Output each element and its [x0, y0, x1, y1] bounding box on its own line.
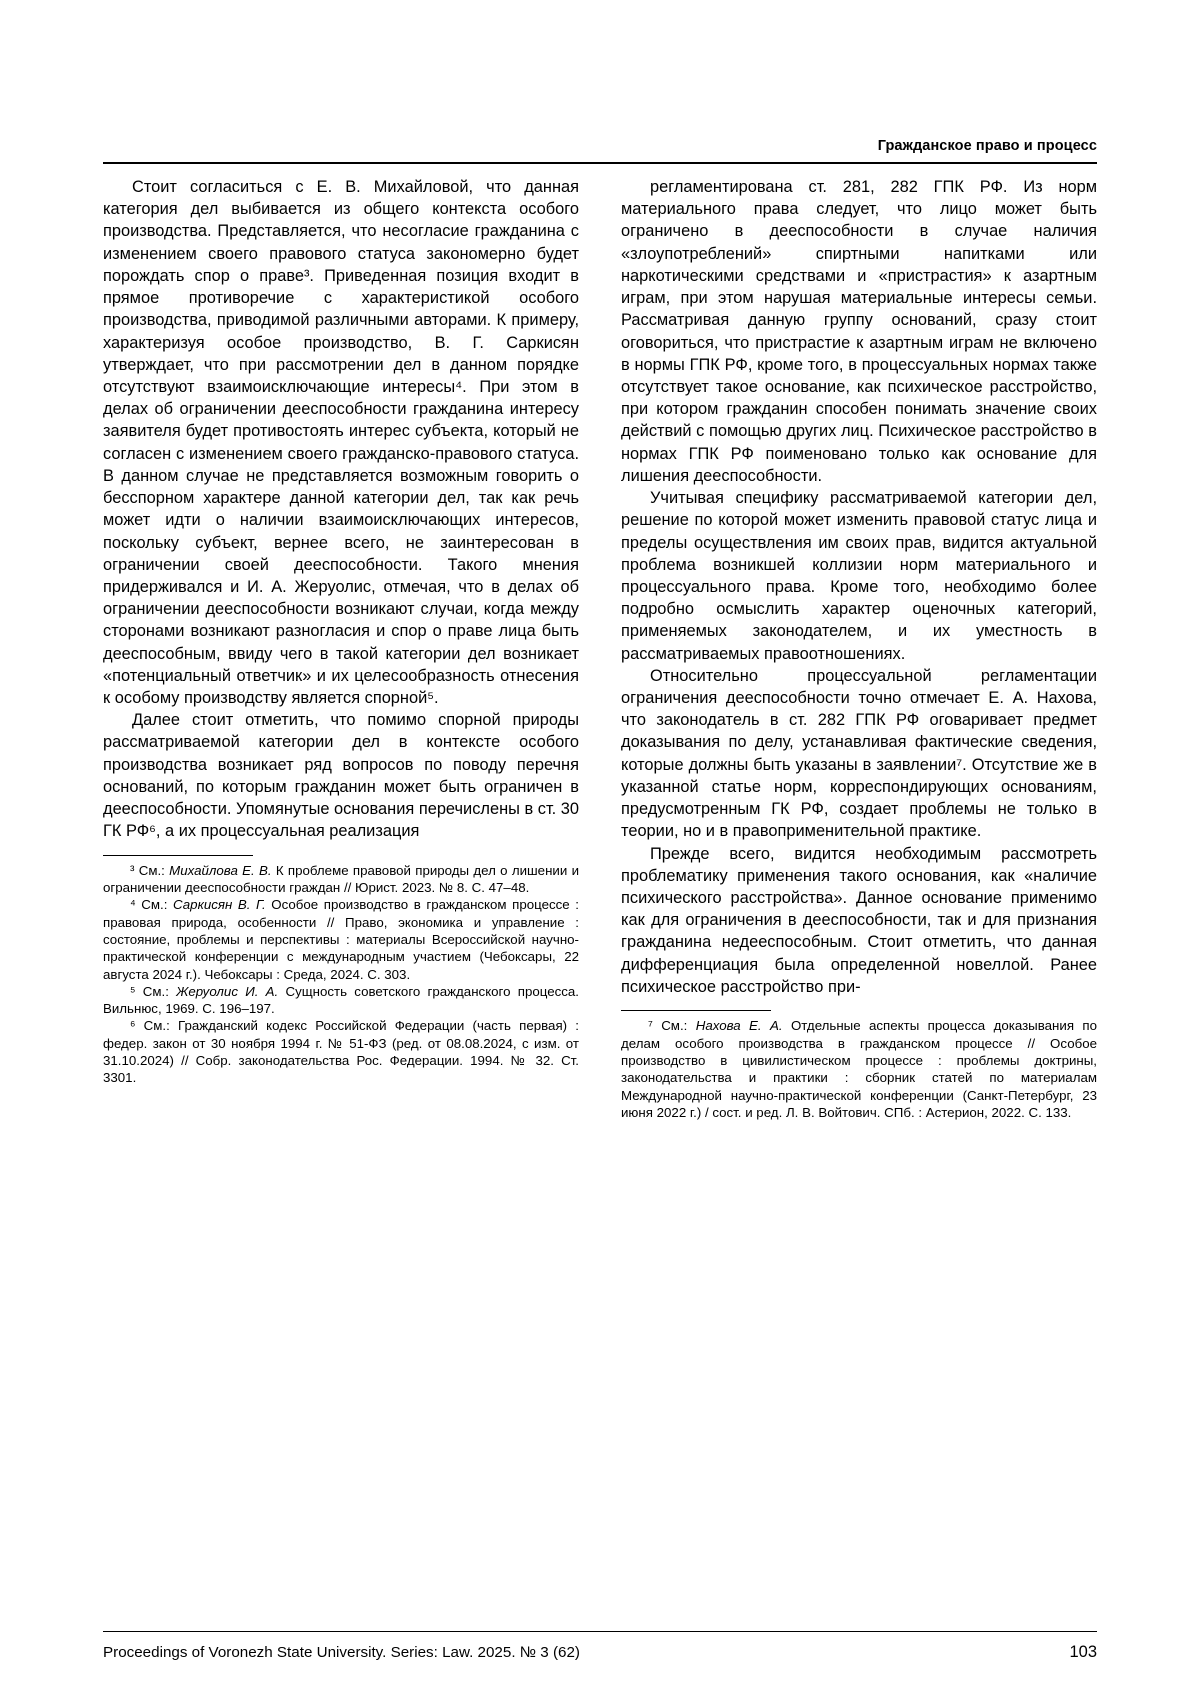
paragraph: Учитывая специфику рассматриваемой категории дел, решение по которой может изменить правовой статус лица и пределы осуществления им своих прав, видится актуальной проблема возникшей коллизии норм материального и процессуального права. Кроме того, необходимо более подробно осмыслить характер оценочных категорий, применяемых законодателем, и их уместность в рассматриваемых правоотношениях.	[621, 489, 1097, 663]
paragraph: Относительно процессуальной регламентации ограничения дееспособности точно отмечает Е. А. Нахова, что законодатель в ст. 282 ГПК РФ оговаривает предмет доказывания по делу, устанавливая фактические сведения, которые должны быть указаны в заявлении⁷. Отсутствие же в указанной статье норм, корреспондирующих основаниям, предусмотренным ГК РФ, создает проблемы не только в теории, но и в правоприменительной практике.	[621, 666, 1097, 841]
footnote: ⁶ См.: Гражданский кодекс Российской Федерации (часть первая) : федер. закон от 30 ноября 1994 г. № 51-ФЗ (ред. от 08.08.2024, с изм. от 31.10.2024) // Собр. законодательства Рос. Федерации. 1994. № 32. Ст. 3301.	[103, 1018, 579, 1086]
page-footer	[103, 1643, 1097, 1662]
paragraph: Далее стоит отметить, что помимо спорной природы рассматриваемой категории дел в контексте особого производства возникает ряд вопросов по поводу перечня оснований, по которым гражданин может быть ограничен в дееспособности. Упомянутые основания перечислены в ст. 30 ГК РФ⁶, а их процессуальная реализация	[103, 711, 579, 841]
left-column	[103, 176, 579, 1121]
footnote: ⁵ См.: Жеруолис И. А. Сущность советского гражданского процесса. Вильнюс, 1969. С. 196–197.	[103, 983, 579, 1017]
footnote-divider	[621, 1010, 771, 1011]
left-column-footnotes	[103, 862, 579, 1087]
page-number: 103	[1069, 1643, 1097, 1661]
right-column	[621, 176, 1097, 1121]
footnote: ⁷ См.: Нахова Е. А. Отдельные аспекты процесса доказывания по делам особого производства в гражданском процессе // Особое производство в цивилистическом процессе : проблемы доктрины, законодательства и практики : сборник статей по материалам Международной научно-практической конференции (Санкт-Петербург, 23 июня 2022 г.) / сост. и ред. Л. В. Войтович. СПб. : Астерион, 2022. С. 133.	[621, 1018, 1098, 1120]
paragraph: Стоит согласиться с Е. В. Михайловой, что данная категория дел выбивается из общего контекста особого производства. Представляется, что несогласие гражданина с изменением своего правового статуса закономерно будет порождать спор о праве³. Приведенная позиция входит в прямое противоречие с характеристикой особого производства, приводимой различными авторами. К примеру, характеризуя особое производство, В. Г. Саркисян утверждает, что при рассмотрении дел в данном порядке отсутствуют взаимоисключающие интересы⁴. При этом в делах об ограничении дееспособности гражданина интересу заявителя будет противостоять интерес субъекта, который не согласен с изменением своего гражданско-правового статуса. В данном случае не представляется возможным говорить о бесспорном характере данной категории дел, так как речь может идти о наличии взаимоисключающих интересов, поскольку субъект, вернее всего, не заинтересован в ограничении своей дееспособности. Такого мнения придерживался и И. А. Жеруолис, отмечая, что в делах об ограничении дееспособности возникают случаи, когда между сторонами возникают разногласия и спор о праве лица быть дееспособным, ввиду чего в такой категории дел возникает «потенциальный ответчик» и их целесообразность отнесения к особому производству является спорной⁵.	[103, 178, 579, 708]
running-head: Гражданское право и процесс	[877, 138, 1097, 154]
footnote: ³ См.: Михайлова Е. В. К проблеме правовой природы дел о лишении и ограничении дееспособности граждан // Юрист. 2023. № 8. С. 47–48.	[103, 862, 579, 896]
footer-divider	[103, 1631, 1097, 1632]
right-column-text	[621, 176, 1097, 998]
paragraph: Прежде всего, видится необходимым рассмотреть проблематику применения такого основания, как «наличие психического расстройства». Данное основание применимо как для ограничения в дееспособности, так и для признания гражданина недееспособным. Стоит отметить, что данная дифференциация была определенной новеллой. Ранее психическое расстройство при-	[621, 844, 1097, 996]
paragraph: регламентирована ст. 281, 282 ГПК РФ. Из норм материального права следует, что лицо может быть ограничено в дееспособности в случае наличия «злоупотреблений» спиртными напитками или наркотическими средствами и «пристрастия» к азартным играм, при этом нарушая материальные интересы семьи. Рассматривая данную группу оснований, сразу стоит оговориться, что пристрастие к азартным играм не включено в нормы ГПК РФ, кроме того, в процессуальных нормах также отсутствует такое основание, как психическое расстройство, при котором гражданин способен понимать значение своих действий с помощью других лиц. Психическое расстройство в нормах ГПК РФ поименовано только как основание для лишения дееспособности.	[621, 178, 1097, 485]
journal-citation: Proceedings of Voronezh State University. Series: Law. 2025. № 3 (62)	[103, 1644, 580, 1661]
footnote-divider	[103, 855, 253, 856]
left-column-text	[103, 176, 579, 843]
two-column-body	[103, 176, 1097, 1121]
footnote: ⁴ См.: Саркисян В. Г. Особое производство в гражданском процессе : правовая природа, особенности // Право, экономика и управление : состояние, проблемы и перспективы : материалы Всероссийской научно-практической конференции с международным участием (Чебоксары, 22 августа 2024 г.). Чебоксары : Среда, 2024. С. 303.	[103, 897, 579, 982]
header-divider	[103, 162, 1097, 164]
right-column-footnotes	[621, 1017, 1097, 1121]
